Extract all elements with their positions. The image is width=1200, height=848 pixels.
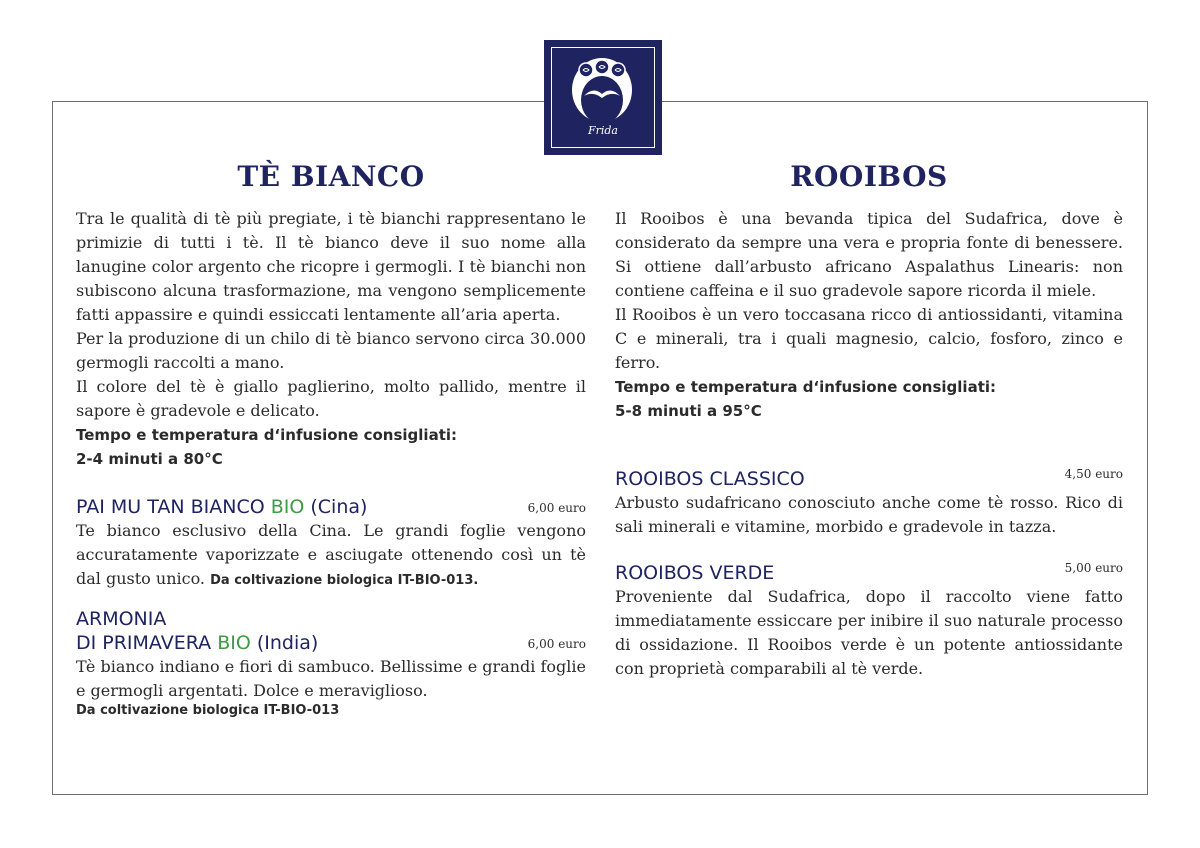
- product-price: 5,00 euro: [1064, 561, 1123, 575]
- product-name-line0: ARMONIA: [76, 608, 167, 630]
- white-tea-section: [76, 160, 586, 718]
- product-name: [76, 631, 318, 655]
- infusion-value: 5-8 minuti a 95°C: [615, 402, 762, 420]
- product-rooibos-verde: [615, 561, 1123, 681]
- product-price: 6,00 euro: [527, 501, 586, 515]
- logo-wordmark: Frida: [587, 124, 618, 137]
- product-rooibos-classico: [615, 467, 1123, 539]
- white-tea-intro: [76, 207, 586, 423]
- intro-paragraph: Il Rooibos è un vero toccasana ricco di antiossidanti, vitamina C e minerali, tra i quali magnesio, calcio, fosforo, zinco e ferro.: [615, 305, 1123, 372]
- infusion-value: 2-4 minuti a 80°C: [76, 450, 223, 468]
- product-name: ROOIBOS CLASSICO: [615, 468, 805, 490]
- intro-paragraph: Il Rooibos è una bevanda tipica del Sudafrica, dove è considerato da sempre una vera e propria fonte di benessere. Si ottiene dall’arbusto africano Aspalathus Linearis: non contiene caffeina e il suo gradevole sapore ricorda il miele.: [615, 209, 1123, 300]
- organic-certification: Da coltivazione biologica IT-BIO-013.: [210, 573, 479, 588]
- intro-paragraph: Per la produzione di un chilo di tè bianco servono circa 30.000 germogli raccolti a mano.: [76, 329, 586, 372]
- product-name-text: PAI MU TAN BIANCO: [76, 496, 265, 518]
- infusion-label: Tempo e temperatura d‘infusione consigliati:: [615, 378, 997, 396]
- rooibos-intro: [615, 207, 1123, 375]
- product-description: Proveniente dal Sudafrica, dopo il raccolto viene fatto immediatamente essiccare per inibire il suo naturale processo di ossidazione. Il Rooibos verde è un potente antiossidante con proprietà comparabili al tè verde.: [615, 587, 1123, 678]
- product-name-text: DI PRIMAVERA: [76, 632, 212, 654]
- product-price: 6,00 euro: [527, 637, 586, 651]
- bio-label: BIO: [217, 632, 251, 654]
- rooibos-title: ROOIBOS: [790, 160, 948, 193]
- rooibos-section: [615, 160, 1123, 681]
- product-pai-mu-tan: [76, 495, 586, 593]
- product-armonia-di-primavera: [76, 607, 586, 718]
- product-description: Arbusto sudafricano conosciuto anche come tè rosso. Rico di sali minerali e vitamine, morbido e gradevole in tazza.: [615, 493, 1123, 536]
- logo-border: [551, 47, 655, 148]
- brand-logo: [544, 40, 662, 155]
- product-description-text: Te bianco esclusivo della Cina. Le grandi foglie vengono accuratamente vaporizzate e asciugate ottenendo così un tè dal gusto unico.: [76, 521, 586, 588]
- intro-paragraph: Tra le qualità di tè più pregiate, i tè bianchi rappresentano le primizie di tutti i tè. Il tè bianco deve il suo nome alla lanugine color argento che ricopre i germogli. I tè bianchi non subiscono alcuna trasformazione, ma vengono semplicemente fatti appassire e quindi essiccati lentamente all’aria aperta.: [76, 209, 586, 324]
- origin-label: (Cina): [310, 496, 368, 518]
- product-description: Tè bianco indiano e fiori di sambuco. Bellissime e grandi foglie e germogli argentati. Dolce e meraviglioso.: [76, 657, 586, 700]
- product-name: [76, 495, 367, 519]
- intro-paragraph: Il colore del tè è giallo paglierino, molto pallido, mentre il sapore è gradevole e delicato.: [76, 377, 586, 420]
- white-tea-title: TÈ BIANCO: [237, 160, 425, 193]
- product-description: [76, 519, 586, 593]
- product-name: ROOIBOS VERDE: [615, 562, 775, 584]
- product-price: 4,50 euro: [1064, 467, 1123, 481]
- origin-label: (India): [256, 632, 319, 654]
- organic-certification: Da coltivazione biologica IT-BIO-013: [76, 703, 340, 718]
- infusion-label: Tempo e temperatura d‘infusione consigliati:: [76, 426, 458, 444]
- bio-label: BIO: [270, 496, 305, 518]
